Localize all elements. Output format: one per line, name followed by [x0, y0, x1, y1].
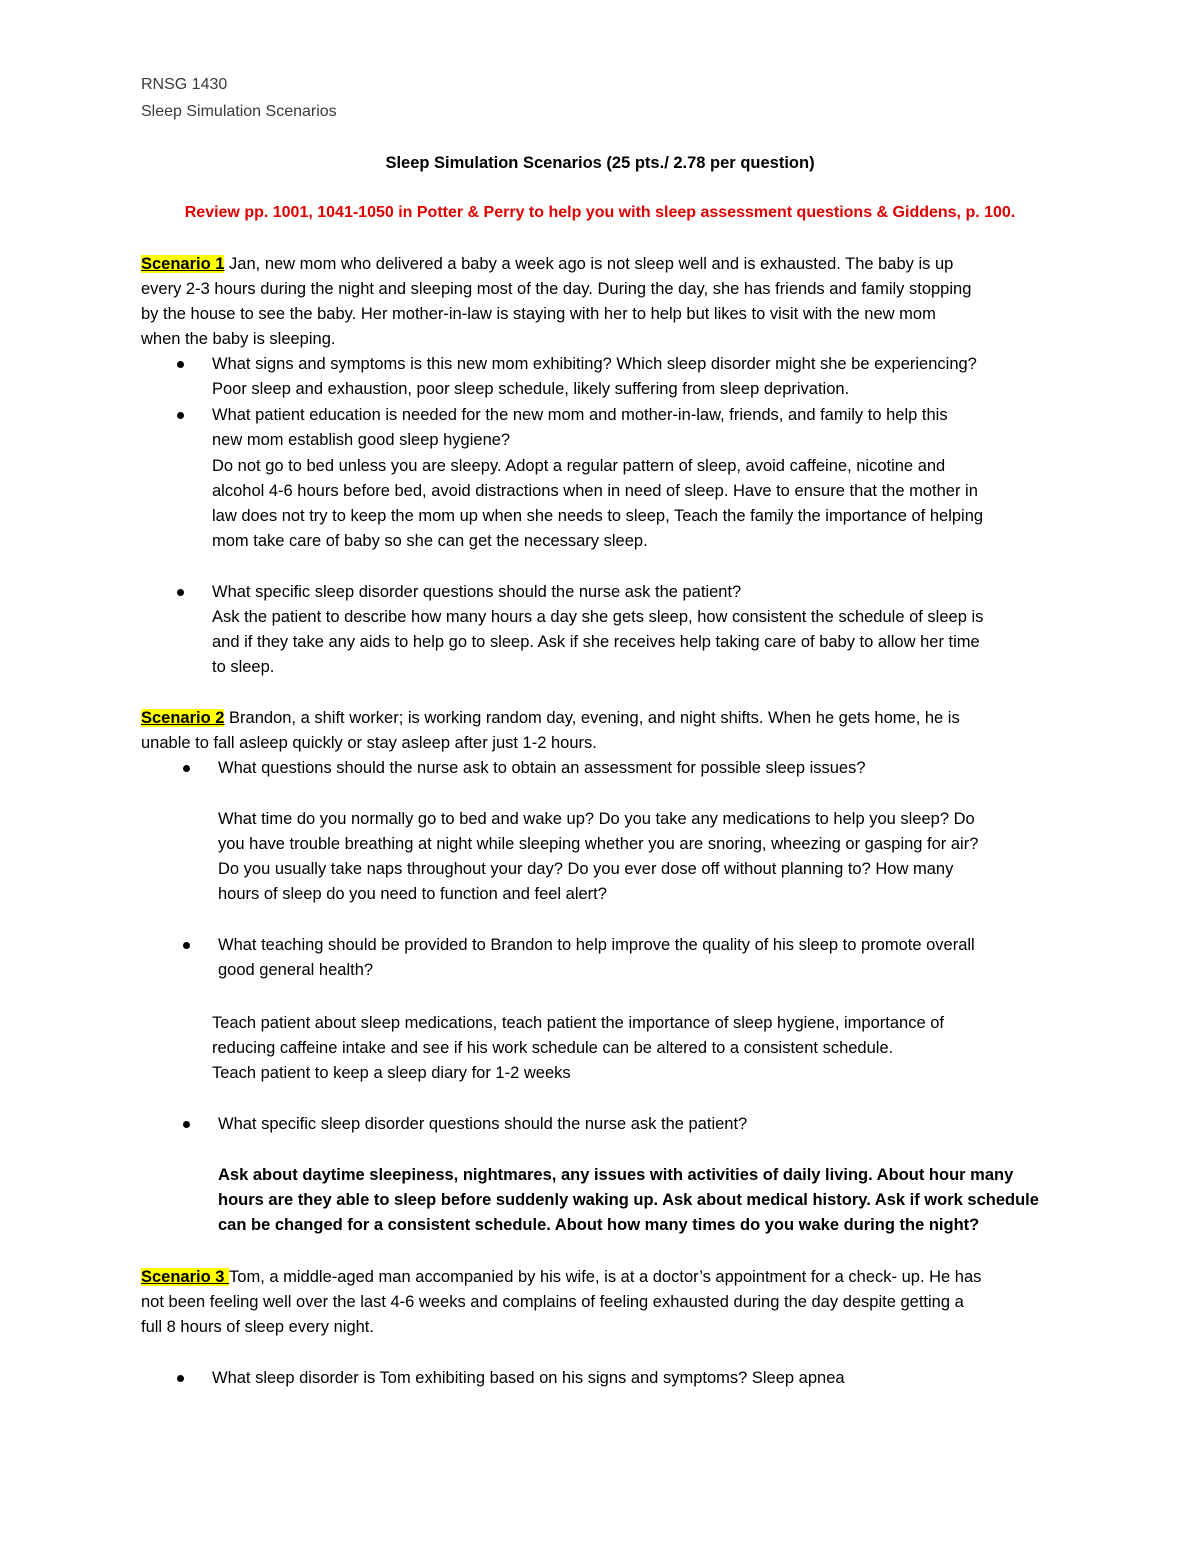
scenario-1-answer-3: and if they take any aids to help go to sleep. Ask if she receives help taking care of baby to allow her time — [212, 633, 980, 651]
scenario-2-answer-3: can be changed for a consistent schedule. About how many times do you wake during the night? — [218, 1216, 980, 1234]
scenario-3-intro-line: full 8 hours of sleep every night. — [141, 1318, 374, 1336]
scenario-1-answer-1: Poor sleep and exhaustion, poor sleep schedule, likely suffering from sleep deprivation. — [212, 380, 850, 398]
scenario-2-answer-1: Do you usually take naps throughout your day? Do you ever dose off without planning to? How many — [218, 860, 954, 878]
scenario-1-question-3: What specific sleep disorder questions should the nurse ask the patient? — [212, 583, 742, 601]
bullet-icon — [177, 361, 184, 368]
scenario-1-answer-3: to sleep. — [212, 658, 275, 676]
scenario-2-answer-2: reducing caffeine intake and see if his work schedule can be altered to a consistent schedule. — [212, 1039, 894, 1057]
scenario-2-question-3: What specific sleep disorder questions should the nurse ask the patient? — [218, 1115, 748, 1133]
scenario-1-intro-line: every 2-3 hours during the night and sleeping most of the day. During the day, she has friends and family stopping — [141, 280, 972, 298]
scenario-3-intro-line — [141, 1266, 981, 1288]
review-note: Review pp. 1001, 1041-1050 in Potter & Perry to help you with sleep assessment questions & Giddens, p. 100. — [184, 204, 1016, 221]
bullet-icon — [183, 1121, 190, 1128]
scenario-1-answer-2: Do not go to bed unless you are sleepy. Adopt a regular pattern of sleep, avoid caffeine, nicotine and — [212, 457, 946, 475]
scenario-3-question-1: What sleep disorder is Tom exhibiting based on his signs and symptoms? Sleep apnea — [212, 1369, 845, 1387]
scenario-2-label: Scenario 2 — [141, 709, 225, 727]
scenario-1-question-2: What patient education is needed for the new mom and mother-in-law, friends, and family to help this — [212, 406, 948, 424]
scenario-2-answer-3: hours are they able to sleep before suddenly waking up. Ask about medical history. Ask if work schedule — [218, 1191, 1039, 1209]
bullet-icon — [177, 589, 184, 596]
scenario-1-question-2: new mom establish good sleep hygiene? — [212, 431, 511, 449]
page-title: Sleep Simulation Scenarios (25 pts./ 2.78 per question) — [385, 154, 815, 172]
scenario-1-answer-3: Ask the patient to describe how many hours a day she gets sleep, how consistent the schedule of sleep is — [212, 608, 984, 626]
scenario-2-answer-3: Ask about daytime sleepiness, nightmares, any issues with activities of daily living. About hour many — [218, 1166, 1014, 1184]
document-subtitle: Sleep Simulation Scenarios — [141, 103, 337, 120]
scenario-2-answer-1: What time do you normally go to bed and wake up? Do you take any medications to help you sleep? Do — [218, 810, 975, 828]
scenario-2-answer-1: hours of sleep do you need to function and feel alert? — [218, 885, 607, 903]
scenario-2-question-2: good general health? — [218, 961, 374, 979]
course-code: RNSG 1430 — [141, 76, 228, 93]
scenario-1-answer-2: law does not try to keep the mom up when she needs to sleep, Teach the family the importance of helping — [212, 507, 984, 525]
scenario-1-label: Scenario 1 — [141, 255, 225, 273]
scenario-2-question-2: What teaching should be provided to Brandon to help improve the quality of his sleep to promote overall — [218, 936, 975, 954]
scenario-2-answer-2: Teach patient to keep a sleep diary for 1-2 weeks — [212, 1064, 571, 1082]
bullet-icon — [177, 412, 184, 419]
scenario-1-intro-line — [141, 253, 953, 275]
bullet-icon — [177, 1375, 184, 1382]
bullet-icon — [183, 942, 190, 949]
scenario-2-intro-line — [141, 707, 960, 729]
scenario-3-intro-text: Tom, a middle-aged man accompanied by his wife, is at a doctor’s appointment for a check- up. He has — [229, 1268, 982, 1286]
scenario-2-intro-text: Brandon, a shift worker; is working random day, evening, and night shifts. When he gets home, he is — [224, 709, 960, 727]
scenario-1-intro-text: Jan, new mom who delivered a baby a week ago is not sleep well and is exhausted. The baby is up — [224, 255, 954, 273]
scenario-2-answer-1: you have trouble breathing at night while sleeping whether you are snoring, wheezing or gasping for air? — [218, 835, 979, 853]
scenario-1-answer-2: alcohol 4-6 hours before bed, avoid distractions when in need of sleep. Have to ensure that the mother in — [212, 482, 978, 500]
scenario-1-question-1: What signs and symptoms is this new mom exhibiting? Which sleep disorder might she be experiencing? — [212, 355, 977, 373]
scenario-1-intro-line: by the house to see the baby. Her mother-in-law is staying with her to help but likes to visit with the new mom — [141, 305, 936, 323]
scenario-2-question-1: What questions should the nurse ask to obtain an assessment for possible sleep issues? — [218, 759, 866, 777]
bullet-icon — [183, 765, 190, 772]
scenario-3-label: Scenario 3 — [141, 1268, 230, 1286]
scenario-1-answer-2: mom take care of baby so she can get the necessary sleep. — [212, 532, 648, 550]
scenario-2-answer-2: Teach patient about sleep medications, teach patient the importance of sleep hygiene, importance of — [212, 1014, 944, 1032]
scenario-2-intro-line: unable to fall asleep quickly or stay asleep after just 1-2 hours. — [141, 734, 597, 752]
scenario-1-intro-line: when the baby is sleeping. — [141, 330, 336, 348]
scenario-3-intro-line: not been feeling well over the last 4-6 weeks and complains of feeling exhausted during the day despite getting a — [141, 1293, 964, 1311]
